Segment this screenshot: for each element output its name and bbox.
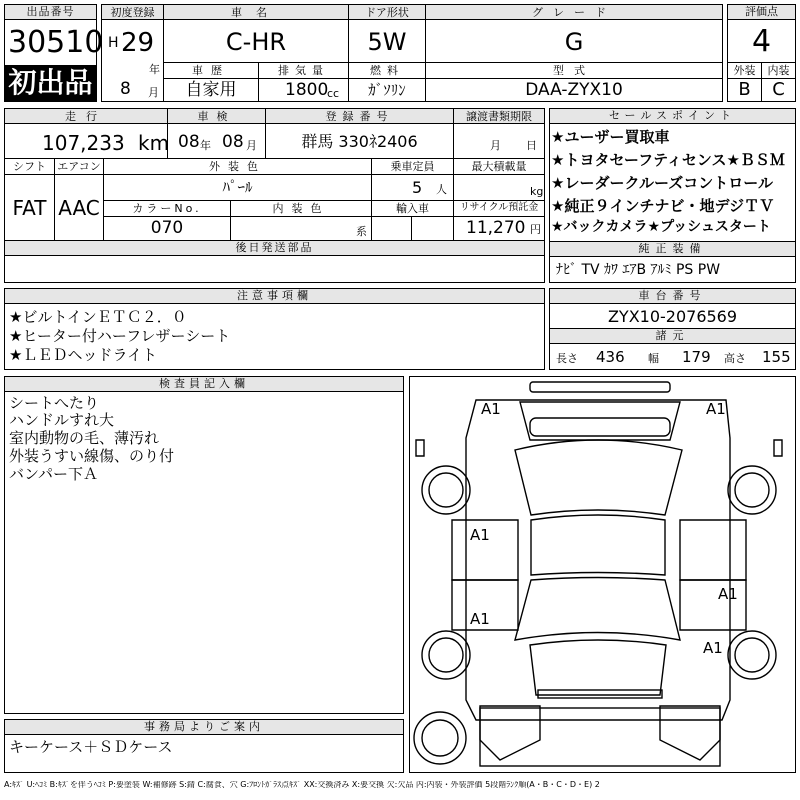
- type-value: DAA-ZYX10: [525, 80, 623, 100]
- width-value: 179: [682, 348, 711, 366]
- first-listing-badge: 初出品: [5, 65, 96, 101]
- ext-color-label: 外装色: [209, 160, 266, 173]
- inspector-line: シートへたり: [9, 394, 100, 412]
- load-label: 最大積載量: [471, 160, 527, 173]
- plate-value: 群馬 330ﾈ2406: [301, 132, 418, 151]
- sales-point-item: ★トヨタセーフティセンス★ＢＳＭ: [551, 151, 785, 169]
- interior-label: 内装: [767, 64, 790, 77]
- mileage-label: 走行: [65, 110, 107, 123]
- interior-grade: C: [772, 79, 785, 100]
- notes-title: 注意事項欄: [5, 289, 544, 304]
- damage-mark: A1: [470, 610, 490, 628]
- damage-mark: A1: [703, 639, 723, 657]
- color-no-value: 070: [150, 218, 184, 238]
- model-name: C-HR: [225, 28, 287, 56]
- month-suffix: 月: [148, 86, 159, 99]
- mileage-value: 107,233: [42, 131, 125, 155]
- score-value: 4: [751, 24, 772, 59]
- history-label: 車歴: [192, 64, 230, 77]
- door-type: 5W: [367, 28, 407, 56]
- sales-point-item: ★ユーザー買取車: [551, 128, 670, 146]
- displacement-label: 排気量: [278, 64, 329, 77]
- exterior-label: 外装: [733, 64, 756, 77]
- divider: [411, 216, 412, 240]
- inspector-line: バンパー下Ａ: [9, 465, 98, 483]
- notes-item: ★ＬＥＤヘッドライト: [9, 346, 157, 364]
- length-label: 長さ: [556, 352, 578, 365]
- divider: [103, 216, 545, 217]
- equipment-title: 純正装備: [550, 242, 795, 257]
- score-label: 評価点: [728, 5, 795, 20]
- int-color-label: 内装色: [272, 202, 330, 215]
- transfer-day-suffix: 日: [526, 139, 537, 152]
- damage-mark: A1: [718, 585, 738, 603]
- damage-mark: A1: [481, 400, 501, 418]
- ac-label: エアコン: [57, 160, 101, 173]
- diagram-box: [409, 376, 796, 773]
- capacity-unit: 人: [436, 183, 447, 196]
- equipment-value: ﾅﾋﾞ TV ｶﾜ ｴｱB ｱﾙﾐ PS PW: [556, 262, 721, 278]
- ext-color-value: ﾊﾟｰﾙ: [222, 178, 253, 196]
- inspector-title: 検査員記入欄: [5, 377, 403, 392]
- era: H: [108, 35, 119, 51]
- sales-points-title: セールスポイント: [550, 109, 795, 124]
- chassis-title: 車台番号: [550, 289, 795, 304]
- door-label: ドア形状: [365, 6, 409, 19]
- transfer-month-suffix: 月: [490, 139, 501, 152]
- fuel-label: 燃料: [370, 64, 404, 77]
- model-label: 車名: [231, 6, 281, 19]
- notes-item: ★ヒーター付ハーフレザーシート: [9, 327, 231, 345]
- inspection-year: 08: [178, 132, 200, 152]
- notes-item: ★ビルトインＥＴＣ２．０: [9, 308, 187, 326]
- capacity-value: 5: [412, 178, 423, 197]
- recycle-unit: 円: [530, 223, 541, 236]
- recycle-label: リサイクル預託金: [459, 202, 539, 213]
- fuel-value: ｶﾞｿﾘﾝ: [368, 81, 406, 99]
- inspection-label: 車検: [197, 110, 236, 123]
- capacity-label: 乗車定員: [390, 160, 435, 173]
- mileage-unit: km: [138, 131, 170, 155]
- sales-point-item: ★バックカメラ★プッシュスタート: [551, 219, 771, 235]
- exterior-grade: B: [738, 79, 751, 100]
- height-value: 155: [762, 348, 791, 366]
- load-unit: kg: [530, 185, 544, 198]
- color-no-label: カラーNo.: [132, 202, 202, 215]
- inspector-line: ハンドルすれ大: [9, 411, 115, 429]
- width-label: 幅: [648, 352, 659, 365]
- divider: [163, 78, 723, 79]
- recycle-value: 11,270: [466, 218, 526, 238]
- sales-point-item: ★純正９インチナビ・地デジＴＶ: [551, 197, 775, 215]
- displacement-unit: cc: [327, 87, 340, 100]
- first-reg-label: 初度登録: [110, 6, 155, 19]
- transfer-label: 譲渡書類期限: [466, 110, 532, 123]
- ac-value: AAC: [58, 196, 100, 220]
- sales-point-item: ★レーダークルーズコントロール: [551, 174, 773, 192]
- history-value: 自家用: [185, 80, 237, 100]
- legend-text: A:ｷｽﾞ U:ﾍｺﾐ B:ｷｽﾞを伴うﾍｺﾐ P:要塗装 W:補修跡 S:錆 C:腐食、穴 G:ﾌﾛﾝﾄｶﾞﾗｽ点ｷｽﾞ XX:交換済み X:要交換 欠:欠品 内:内装・外装評価 5段階ﾗﾝｸ順(A・B・C・D・E) 2: [4, 781, 600, 789]
- length-value: 436: [596, 348, 625, 366]
- lot-number: 30510: [8, 25, 104, 60]
- inspection-year-suffix: 年: [200, 139, 211, 152]
- divider: [103, 200, 545, 201]
- inspection-month: 08: [222, 132, 244, 152]
- chassis-value: ZYX10-2076569: [607, 307, 738, 326]
- inspection-month-suffix: 月: [246, 139, 257, 152]
- int-color-unit: 系: [356, 225, 367, 238]
- office-text: キーケース＋ＳＤケース: [9, 738, 173, 756]
- shift-value: FAT: [12, 196, 47, 220]
- year-suffix: 年: [149, 63, 160, 76]
- divider: [4, 174, 545, 175]
- shift-label: シフト: [13, 160, 46, 173]
- plate-label: 登録番号: [325, 110, 394, 123]
- import-label: 輸入車: [396, 202, 429, 215]
- later-parts-label: 後日発送部品: [5, 241, 544, 256]
- divider: [4, 158, 545, 159]
- office-title: 事務局よりご案内: [5, 720, 403, 735]
- inspector-line: 外装うすい線傷、のり付: [9, 447, 175, 465]
- inspector-line: 室内動物の毛、薄汚れ: [9, 429, 160, 447]
- first-reg-year: 29: [121, 28, 155, 58]
- grade-value: G: [564, 28, 584, 56]
- displacement-value: 1800: [285, 80, 329, 100]
- damage-mark: A1: [706, 400, 726, 418]
- dims-title: 諸元: [550, 329, 795, 344]
- lot-label: 出品番号: [5, 5, 96, 20]
- damage-mark: A1: [470, 526, 490, 544]
- first-reg-month: 8: [120, 79, 131, 99]
- grade-label: グレード: [532, 6, 616, 19]
- divider: [163, 62, 723, 63]
- height-label: 高さ: [724, 352, 746, 365]
- type-label: 型式: [553, 64, 595, 77]
